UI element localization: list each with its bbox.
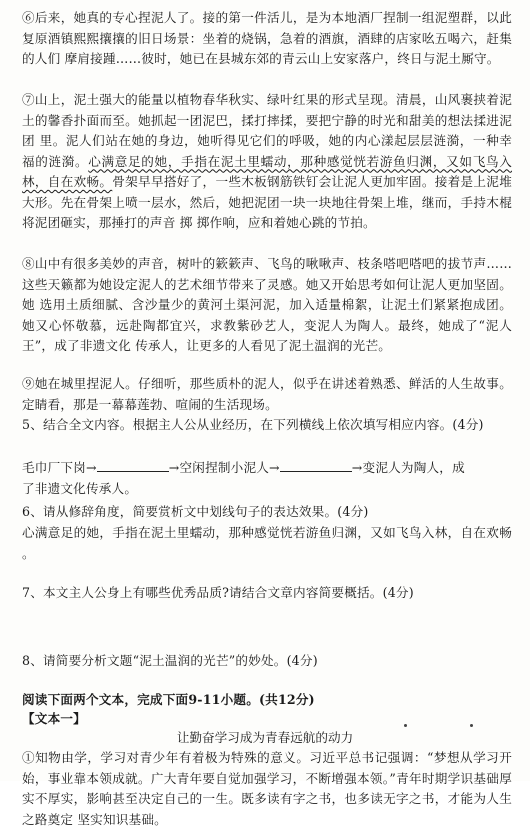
- paragraph-8: ⑧山中有很多美妙的声音，树叶的簌簌声、飞鸟的啾啾声、枝条嗒吧嗒吧的拔节声…… 这些天籁都为她设定泥人的艺术细节带来了灵感。她又开始思考如何让泥人更加坚固。她 选用土质细腻、含沙量少的黄河土渠河泥，加入适量棉絮，让泥土们紧紧抱成团。她又心怀敬慕，远赴陶都宜兴，求教紫砂艺人，变泥人为陶人。最终，她成了“泥人王”，成了非遗文化 传承人，让更多的人看见了泥土温润的光芒。: [22, 256, 512, 353]
- question-6: 6、请从修辞角度，简要赏析文中划线句子的表达效果。(4分): [22, 504, 369, 519]
- scan-speck: [470, 724, 473, 727]
- article-paragraph-1: ①知物由学，学习对青少年有着极为特殊的意义。习近平总书记强调：“梦想从学习开始，事业靠本领成就。广大青年要自觉加强学习，不断增强本领。”青年时期学识基础厚实不厚实，影响甚至决定自己的一生。既多读有字之书，也多读无字之书，才能为人生之路奠定 坚实知识基础。: [22, 750, 512, 827]
- paragraph-7-underlined-sentence: 心满意足的她，手指在泥土里蠕动，那种感觉恍若游鱼归渊，又如飞鸟入林，自在欢畅。: [22, 153, 512, 189]
- question-7: 7、本文主人公身上有哪些优秀品质?请结合文章内容简要概括。(4分): [22, 585, 414, 600]
- article-title: 让勤奋学习成为青春远航的动力: [176, 730, 354, 745]
- text-1-label: 【文本一】: [22, 711, 86, 726]
- question-5-fill-tail: 了非遗文化传承人。: [22, 481, 138, 496]
- scan-speck: [404, 724, 407, 727]
- paragraph-7-text-a: ⑦山上，泥土强大的能量以植物春华秋实、绿叶红果的形式呈现。清晨，山风裹挟着泥土的馨香扑面而至。她抓起一团泥巴，揉打摔揉，要把宁静的时光和甜美的想法揉进泥团 里。泥人们站在她的身边，她听得见它们的呼吸，她的内心漾起层层涟漪，一种幸福的涟漪。: [22, 92, 512, 169]
- q5-fill-end: →变泥人为陶人，成: [351, 460, 465, 475]
- reading-section-header: 阅读下面两个文本，完成下面9-11小题。(共12分): [22, 692, 315, 707]
- paragraph-7-text-b: 骨架早早搭好了，一些木板钢筋铁钉会让泥人更加牢固。接着是上泥堆大形。先在骨架上喷一层水，然后，她把泥团一块一块地往骨架上堆，继而，手持木棍将泥团砸实，那捶打的声音 掷 掷作响，应和着她心跳的节拍。: [22, 174, 512, 230]
- paragraph-7: [22, 90, 512, 234]
- question-8: 8、请简要分析文题“泥土温润的光芒”的妙处。(4分): [22, 653, 318, 668]
- q5-fill-start: 毛巾厂下岗→: [22, 460, 97, 475]
- question-6-quote: 心满意足的她，手指在泥土里蠕动，那种感觉恍若游鱼归渊，又如飞鸟入林，自在欢畅 。: [22, 525, 512, 561]
- paragraph-9: ⑨她在城里捏泥人。仔细听，那些质朴的泥人，似乎在讲述着熟悉、鲜活的人生故事。定睛看，那是一幕幕莲勃、喧闹的生活现场。: [22, 376, 512, 412]
- paragraph-6: ⑥后来，她真的专心捏泥人了。接的第一件活儿，是为本地酒厂捏制一组泥塑群，以此复原酒镇熙熙攘攘的旧日场景：坐着的烧锅，急着的酒旗，酒肆的店家吆五喝六，赶集的人们 摩肩接踵……彼时，她已在县城东郊的青云山上安家落户，终日与泥土厮守。: [22, 10, 512, 66]
- q5-blank-1[interactable]: [97, 459, 169, 472]
- q5-fill-mid: →空闲捏制小泥人→: [168, 460, 280, 475]
- q5-blank-2[interactable]: [280, 459, 352, 472]
- question-5: 5、结合全文内容。根据主人公从业经历，在下列横线上依次填写相应内容。(4分): [22, 417, 484, 432]
- question-5-fill-line: [22, 458, 512, 479]
